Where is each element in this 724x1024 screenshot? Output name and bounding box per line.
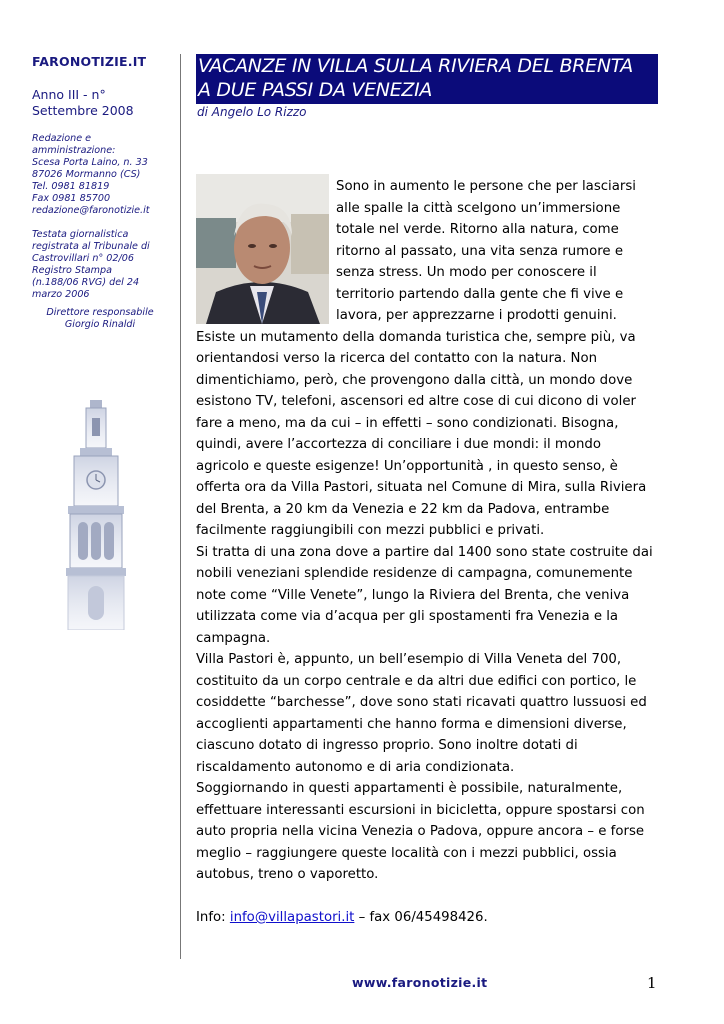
registration-line: Registro Stampa <box>32 265 112 276</box>
article-paragraph: Soggiornando in questi appartamenti è possibile, naturalmente, effettuare interessanti escursioni in bicicletta, oppure spostarsi con auto propria nella vicina Venezia o Padova, oppure ancora – e forse meglio – raggiungere queste località con i mezzi pubblici, ossia autobus, treno o vaporetto. <box>196 781 645 882</box>
registration-line: Testata giornalistica <box>32 229 129 240</box>
article-paragraph: Esiste un mutamento della domanda turistica che, sempre più, va orientandosi verso la ricerca del contatto con la natura. Non dimentichiamo, però, che provengono dalla città, un mondo dove esistono TV, telefoni, ascensori ed altre cose di cui dicono di voler fare a meno, ma da cui – in effetti – sono condizionati. Bisogna, quindi, avere l’accortezza di conciliare i due mondi: il mondo agricolo e queste esigenze! Un’opportunità , in questo senso, è offerta ora da Villa Pastori, situata nel Comune di Mira, sulla Riviera del Brenta, a 20 km da Venezia e 22 km da Padova, entrambe facilmente raggiungibili con mezzi pubblici e privati. <box>196 329 647 538</box>
director-label: Direttore responsabile <box>46 307 154 318</box>
column-divider <box>180 54 181 959</box>
byline: di Angelo Lo Rizzo <box>197 105 307 119</box>
sidebar <box>32 54 168 331</box>
registration-line: (n.188/06 RVG) del 24 <box>32 277 140 288</box>
editorial-line: Scesa Porta Laino, n. 33 <box>32 157 148 168</box>
editorial-line: Tel. 0981 81819 <box>32 181 110 192</box>
headline-line-1: VACANZE IN VILLA SULLA RIVIERA DEL BRENTA <box>198 55 634 77</box>
director-info <box>32 307 168 331</box>
info-label: Info: <box>196 910 230 925</box>
editorial-line: 87026 Mormanno (CS) <box>32 169 141 180</box>
site-name: FARONOTIZIE.IT <box>32 54 147 69</box>
article-paragraph: Villa Pastori è, appunto, un bell’esempio di Villa Veneta del 700, costituito da un corpo centrale e da altri due edifici con portico, le cosiddette “barchesse”, dove sono stati ricavati quattro lussuosi ed accoglienti appartamenti che hanno forma e dimensioni diverse, ciascuno dotato di ingresso proprio. Sono inoltre dotati di riscaldamento autonomo e di aria condizionata. <box>196 652 647 775</box>
issue-info <box>32 87 168 119</box>
editorial-line: amministrazione: <box>32 145 116 156</box>
footer-website-link[interactable]: www.faronotizie.it <box>352 975 488 990</box>
article-paragraph: Sono in aumento le persone che per lasciarsi alle spalle la città scelgono un’immersione totale nel verde. Ritorno alla natura, come ritorno al passato, una vita senza rumore e senza stress. Un modo per conoscere il territorio partendo dalla gente che fi vive e lavora, per apprezzarne i prodotti genuini. <box>336 179 636 323</box>
registration-line: marzo 2006 <box>32 289 90 300</box>
registration-line: registrata al Tribunale di <box>32 241 150 252</box>
editorial-line: Fax 0981 85700 <box>32 193 111 204</box>
headline-banner <box>196 54 658 104</box>
editorial-email: redazione@faronotizie.it <box>32 205 150 216</box>
article-body <box>196 176 656 929</box>
registration-info <box>32 229 168 301</box>
info-fax: – fax 06/45498426. <box>354 910 488 925</box>
page-number: 1 <box>647 974 657 992</box>
headline-line-2: A DUE PASSI DA VENEZIA <box>198 79 433 101</box>
info-line <box>196 907 656 929</box>
bell-tower-illustration <box>60 400 132 630</box>
registration-line: Castrovillari n° 02/06 <box>32 253 134 264</box>
issue-date: Settembre 2008 <box>32 103 134 118</box>
issue-number: Anno III - n° <box>32 87 106 102</box>
director-name: Giorgio Rinaldi <box>64 319 136 330</box>
article-paragraph: Si tratta di una zona dove a partire dal 1400 sono state costruite dai nobili veneziani splendide residenze di campagna, comunemente note come “Ville Venete”, lungo la Riviera del Brenta, che veniva utilizzata come via d’acqua per gli spostamenti fra Venezia e la campagna. <box>196 544 653 646</box>
info-email-link[interactable]: info@villapastori.it <box>229 910 355 925</box>
editorial-info <box>32 133 168 217</box>
editorial-line: Redazione e <box>32 133 92 144</box>
